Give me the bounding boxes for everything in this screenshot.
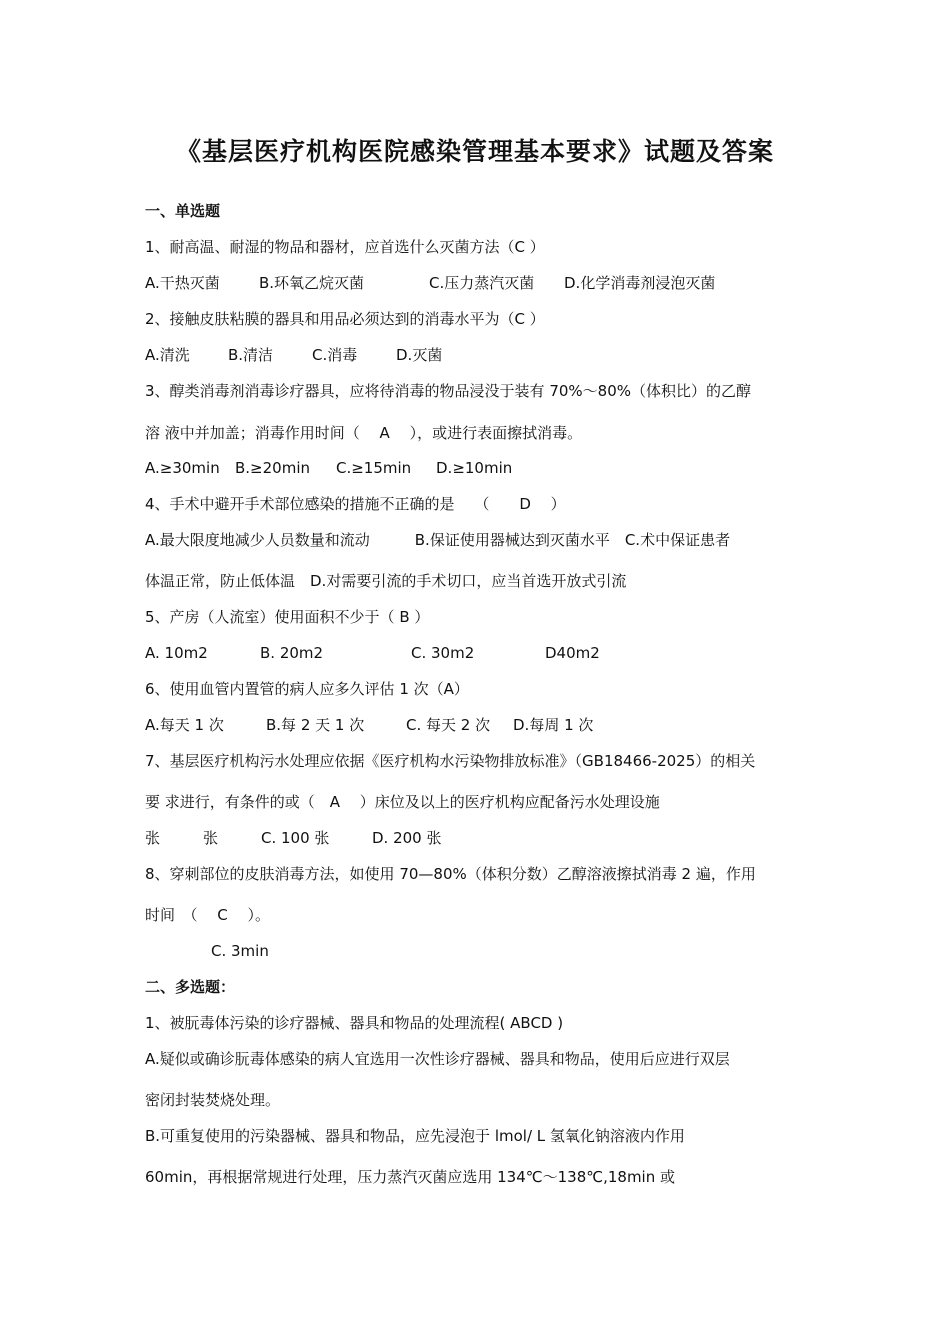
option-a: A.清洗	[145, 346, 190, 364]
option-d: D.≥10min	[436, 459, 513, 477]
question-4-options-line-2: 体温正常，防止低体温 D.对需要引流的手术切口，应当首选开放式引流	[145, 572, 627, 590]
section-heading-multiple-choice: 二、多选题：	[145, 978, 236, 996]
question-1-stem: 1、耐高温、耐湿的物品和器材，应首选什么灭菌方法（C ）	[145, 238, 545, 256]
option-d: D. 200 张	[372, 829, 442, 847]
option-a: 张	[145, 829, 161, 847]
question-6-options	[145, 715, 810, 735]
question-2-stem: 2、接触皮肤粘膜的器具和用品必须达到的消毒水平为（C ）	[145, 310, 545, 328]
question-3-stem-line-1: 3、醇类消毒剂消毒诊疗器具，应将待消毒的物品浸没于装有 70%～80%（体积比）的乙醇	[145, 382, 751, 400]
option-b: B.每 2 天 1 次	[266, 716, 365, 734]
option-a: A.每天 1 次	[145, 716, 224, 734]
option-d: D.每周 1 次	[513, 716, 594, 734]
question-6-stem: 6、使用血管内置管的病人应多久评估 1 次（A）	[145, 680, 469, 698]
question-7-stem-line-1: 7、基层医疗机构污水处理应依据《医疗机构水污染物排放标准》（GB18466-2025）的相关	[145, 752, 756, 770]
option-c: C. 30m2	[411, 644, 475, 662]
multi-question-1-option-b-line-1: B.可重复使用的污染器械、器具和物品，应先浸泡于 lmol/ L 氢氧化钠溶液内作用	[145, 1127, 685, 1145]
option-c: C. 每天 2 次	[406, 716, 491, 734]
document-title: 《基层医疗机构医院感染管理基本要求》试题及答案	[175, 137, 774, 166]
question-4-options-line-1: A.最大限度地减少人员数量和流动 B.保证使用器械达到灭菌水平 C.术中保证患者	[145, 531, 731, 549]
question-5-options	[145, 643, 810, 663]
option-c: C.≥15min	[336, 459, 412, 477]
option-a: A.干热灭菌	[145, 274, 220, 292]
question-8-stem-line-2: 时间 （ C ）。	[145, 906, 271, 924]
option-d: D.化学消毒剂浸泡灭菌	[564, 274, 716, 292]
option-c: C.消毒	[312, 346, 358, 364]
question-7-options	[145, 828, 810, 848]
option-d: D40m2	[545, 644, 600, 662]
option-b: 张	[203, 829, 219, 847]
question-3-options	[145, 458, 810, 478]
multi-question-1-option-a-line-1: A.疑似或确诊朊毒体感染的病人宜选用一次性诊疗器械、器具和物品，使用后应进行双层	[145, 1050, 730, 1068]
question-1-options	[145, 273, 810, 293]
multi-question-1-option-b-line-2: 60min，再根据常规进行处理，压力蒸汽灭菌应选用 134℃～138℃,18min 或	[145, 1168, 676, 1186]
question-2-options	[145, 345, 810, 365]
option-b: B.环氧乙烷灭菌	[259, 274, 365, 292]
option-c: C. 100 张	[261, 829, 330, 847]
option-c: C.压力蒸汽灭菌	[429, 274, 535, 292]
question-8-stem-line-1: 8、穿刺部位的皮肤消毒方法，如使用 70—80%（体积分数）乙醇溶液擦拭消毒 2 遍，作用	[145, 865, 756, 883]
question-3-stem-line-2: 溶 液中并加盖；消毒作用时间（ A ），或进行表面擦拭消毒。	[145, 424, 583, 442]
option-b: B. 20m2	[260, 644, 324, 662]
question-7-stem-line-2: 要 求进行，有条件的或（ A ）床位及以上的医疗机构应配备污水处理设施	[145, 793, 660, 811]
option-d: D.灭菌	[396, 346, 443, 364]
option-a: A. 10m2	[145, 644, 208, 662]
multi-question-1-stem: 1、被朊毒体污染的诊疗器械、器具和物品的处理流程( ABCD )	[145, 1014, 564, 1032]
multi-question-1-option-a-line-2: 密闭封装焚烧处理。	[145, 1091, 281, 1109]
section-heading-single-choice: 一、单选题	[145, 202, 221, 220]
question-4-stem: 4、手术中避开手术部位感染的措施不正确的是 （ D ）	[145, 495, 566, 513]
question-5-stem: 5、产房（人流室）使用面积不少于（ B ）	[145, 608, 430, 626]
question-8-option-c: C. 3min	[211, 942, 269, 960]
option-a: A.≥30min	[145, 459, 220, 477]
option-b: B.清洁	[228, 346, 274, 364]
option-b: B.≥20min	[235, 459, 310, 477]
